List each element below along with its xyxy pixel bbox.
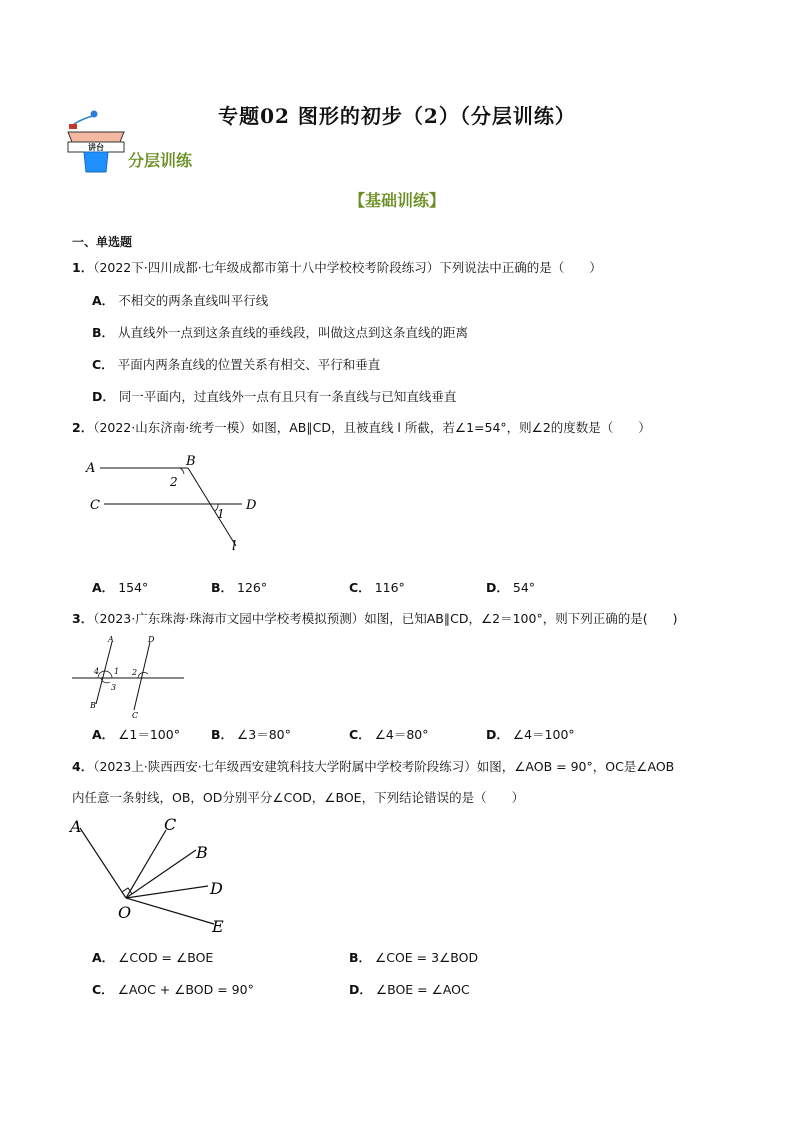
option-text: ∠3＝80° (237, 727, 291, 742)
option-text: 从直线外一点到这条直线的垂线段，叫做这点到这条直线的距离 (118, 325, 469, 340)
label-angle-3: 3 (111, 683, 117, 692)
option-text: ∠COE = 3∠BOD (375, 950, 479, 965)
option-text: ∠4＝80° (374, 727, 429, 742)
option-3c[interactable] (349, 725, 429, 743)
podium-icon (64, 110, 130, 174)
part-heading: 一、单选题 (72, 235, 133, 249)
option-text: 平面内两条直线的位置关系有相交、平行和垂直 (117, 357, 381, 372)
level-title: 【基础训练】 (348, 191, 445, 210)
option-2d[interactable] (486, 578, 535, 596)
option-label: C． (349, 580, 371, 595)
section-label: 分层训练 (128, 151, 193, 170)
option-4d[interactable] (349, 980, 470, 998)
page-title: 专题02 图形的初步（2）（分层训练） (218, 104, 576, 128)
option-3b[interactable] (211, 725, 291, 743)
option-text: 不相交的两条直线叫平行线 (118, 293, 269, 308)
option-label: A． (92, 950, 115, 965)
label-D: D (210, 879, 223, 898)
option-3a[interactable] (92, 725, 180, 743)
option-label: A． (92, 727, 115, 742)
question-stem: （2022下·四川成都·七年级成都市第十八中学校校考阶段练习）下列说法中正确的是（ ） (93, 260, 602, 275)
option-text: 126° (237, 580, 268, 595)
option-text: ∠1＝100° (118, 727, 180, 742)
option-text: 同一平面内，过直线外一点有且只有一条直线与已知直线垂直 (118, 389, 457, 404)
option-2a[interactable] (92, 578, 148, 596)
question-4-line2: 内任意一条射线，OB，OD分别平分∠COD，∠BOE，下列结论错误的是（ ） (72, 790, 525, 805)
question-stem: （2023上·陕西西安·七年级西安建筑科技大学附属中学校考阶段练习）如图，∠AOB = 90°，OC是∠AOB (93, 759, 675, 774)
option-1a[interactable] (92, 291, 268, 309)
label-D: D (246, 498, 257, 513)
option-text: ∠BOE = ∠AOC (375, 982, 470, 997)
label-C: C (132, 711, 139, 720)
option-label: B． (349, 950, 372, 965)
label-A: A (70, 817, 82, 836)
option-label: C． (349, 727, 371, 742)
option-text: ∠AOC + ∠BOD = 90° (117, 982, 254, 997)
figure-q4 (66, 812, 246, 936)
question-3 (72, 610, 677, 628)
label-angle-1: 1 (217, 507, 225, 521)
option-1c[interactable] (92, 355, 380, 373)
option-label: D． (486, 727, 509, 742)
label-A: A (86, 461, 96, 476)
label-A: A (108, 635, 114, 644)
option-text: ∠4＝100° (512, 727, 575, 742)
option-text: 154° (118, 580, 149, 595)
option-label: C． (92, 357, 114, 372)
option-label: B． (211, 727, 234, 742)
option-label: A． (92, 580, 115, 595)
label-B: B (90, 701, 96, 710)
question-number: 2． (72, 420, 94, 435)
option-3d[interactable] (486, 725, 575, 743)
option-1d[interactable] (92, 387, 456, 405)
question-4 (72, 758, 674, 776)
option-label: C． (92, 982, 114, 997)
label-angle-1: 1 (114, 667, 120, 676)
option-1b[interactable] (92, 323, 468, 341)
label-E: E (212, 917, 224, 936)
label-C: C (164, 815, 177, 834)
option-label: B． (92, 325, 115, 340)
option-text: ∠COD = ∠BOE (118, 950, 214, 965)
option-2b[interactable] (211, 578, 267, 596)
label-C: C (90, 498, 100, 513)
option-4a[interactable] (92, 948, 213, 966)
label-angle-2: 2 (132, 668, 138, 677)
option-text: 54° (512, 580, 536, 595)
label-D: D (148, 635, 155, 644)
question-stem: （2022·山东济南·统考一模）如图，AB∥CD，且被直线 l 所截，若∠1=54°，则∠2的度数是（ ） (93, 420, 651, 435)
question-stem: （2023·广东珠海·珠海市文园中学校考模拟预测）如图，已知AB∥CD，∠2＝100°，则下列正确的是( ) (93, 611, 678, 626)
label-O: O (118, 903, 132, 922)
option-label: A． (92, 293, 115, 308)
label-B: B (196, 843, 208, 862)
figure-q2 (80, 452, 270, 562)
label-angle-4: 4 (94, 667, 100, 676)
option-2c[interactable] (349, 578, 405, 596)
figure-q3 (70, 632, 190, 722)
label-l: l (232, 539, 237, 554)
option-4c[interactable] (92, 980, 254, 998)
label-B: B (186, 454, 196, 469)
question-number: 3． (72, 611, 94, 626)
badge-text: 讲台 (88, 143, 104, 152)
question-number: 1． (72, 260, 94, 275)
option-label: D． (486, 580, 509, 595)
question-1 (72, 259, 602, 277)
option-label: D． (349, 982, 372, 997)
question-2 (72, 419, 651, 437)
option-4b[interactable] (349, 948, 478, 966)
option-text: 116° (374, 580, 405, 595)
option-label: D． (92, 389, 115, 404)
option-label: B． (211, 580, 234, 595)
label-angle-2: 2 (170, 475, 178, 489)
question-number: 4． (72, 759, 94, 774)
